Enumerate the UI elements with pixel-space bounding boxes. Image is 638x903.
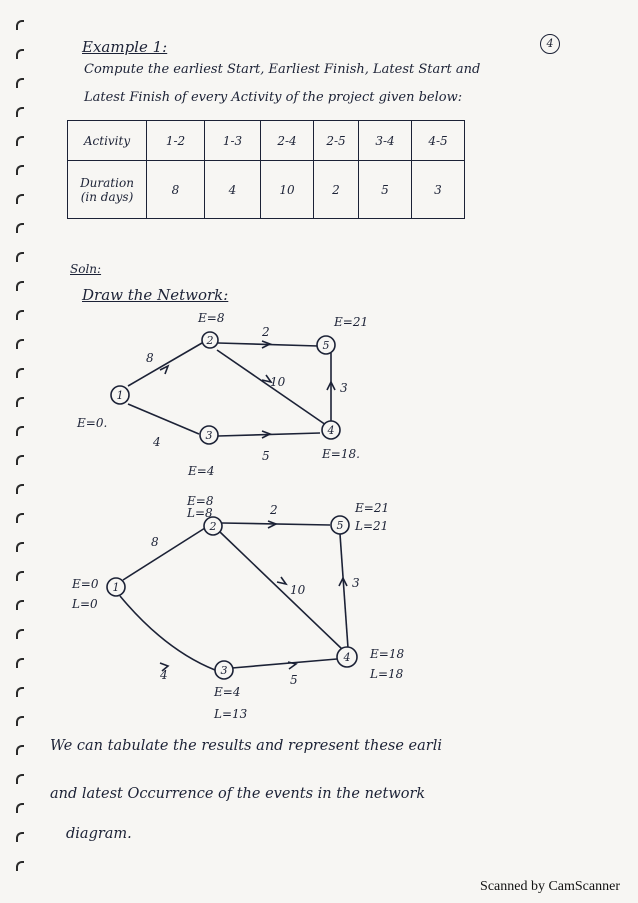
activity-cell: 4-5 (412, 121, 465, 161)
edge-1-2 (128, 343, 202, 386)
edge-4-5 (340, 534, 348, 648)
node-1-earliest: E=0 (72, 577, 99, 591)
activity-cell: 2-4 (261, 121, 314, 161)
edge-1-3 (120, 596, 215, 670)
node-5-label: 5 (322, 339, 330, 352)
node-4-label: 4 (327, 424, 335, 437)
closing-line-2: and latest Occurrence of the events in the network (50, 786, 426, 802)
node-3-earliest: E=4 (214, 685, 241, 699)
activity-cell: 1-2 (147, 121, 205, 161)
edge-3-4-duration: 5 (262, 449, 270, 463)
activity-cell: 2-5 (314, 121, 359, 161)
node-4-label: 4 (343, 651, 351, 664)
network-diagram-1 (0, 300, 638, 490)
arrowhead-icon (277, 577, 286, 584)
question-line-2: Latest Finish of every Activity of the project given below: (84, 90, 463, 105)
node-5-latest: L=21 (355, 519, 389, 533)
edge-1-3-duration: 4 (160, 668, 168, 682)
duration-cell: 3 (412, 161, 465, 219)
node-2-earliest: E=8 (198, 311, 225, 325)
edge-3-4-duration: 5 (290, 673, 298, 687)
node-5-earliest: E=21 (334, 315, 369, 329)
activity-cell: 3-4 (359, 121, 412, 161)
node-2-label: 2 (206, 334, 214, 347)
duration-cell: 8 (147, 161, 205, 219)
node-3-label: 3 (220, 664, 228, 677)
node-1-label: 1 (112, 581, 120, 594)
arrowhead-icon (288, 662, 296, 669)
edge-2-5-duration: 2 (262, 325, 270, 339)
edge-1-3 (128, 404, 199, 434)
page-number-badge: 4 (540, 34, 560, 54)
node-1-label: 1 (116, 389, 124, 402)
edge-1-2-duration: 8 (151, 535, 159, 549)
duration-label: Duration (80, 175, 134, 190)
edge-2-5-duration: 2 (270, 503, 278, 517)
edge-4-5-duration: 3 (340, 381, 348, 395)
closing-line-1: We can tabulate the results and represent these earli (50, 738, 442, 754)
solution-heading: Draw the Network: (82, 286, 229, 304)
edge-2-4 (220, 532, 343, 650)
node-4-latest: L=18 (370, 667, 404, 681)
example-title: Example 1: (82, 38, 168, 56)
closing-line-3: diagram. (66, 826, 132, 842)
node-4-earliest: E=18. (322, 447, 360, 461)
node-3-latest: L=13 (214, 707, 248, 721)
node-3-label: 3 (205, 429, 213, 442)
node-2-latest: L=8 (187, 506, 213, 520)
edge-2-4-duration: 10 (270, 375, 286, 389)
scanner-watermark: Scanned by CamScanner (480, 879, 620, 894)
duration-cell: 4 (205, 161, 261, 219)
duration-cell: 5 (359, 161, 412, 219)
duration-unit-label: (in days) (80, 189, 134, 204)
edge-1-2-duration: 8 (146, 351, 154, 365)
node-4-earliest: E=18 (370, 647, 405, 661)
duration-row-label (68, 161, 147, 219)
duration-cell: 2 (314, 161, 359, 219)
node-1-earliest: E=0. (77, 416, 108, 430)
activity-cell: 1-3 (205, 121, 261, 161)
edge-2-4-duration: 10 (290, 583, 306, 597)
question-line-1: Compute the earliest Start, Earliest Finish, Latest Start and (84, 62, 481, 77)
duration-cell: 10 (261, 161, 314, 219)
node-5-earliest: E=21 (355, 501, 390, 515)
edge-1-3-duration: 4 (153, 435, 161, 449)
node-5-label: 5 (336, 519, 344, 532)
edge-3-4 (232, 659, 337, 668)
activity-row-label: Activity (68, 121, 147, 161)
edge-4-5-duration: 3 (352, 576, 360, 590)
node-2-label: 2 (209, 520, 217, 533)
node-3-earliest: E=4 (188, 464, 215, 478)
solution-label: Soln: (70, 262, 102, 276)
node-2-earliest: E=8 (187, 494, 214, 508)
network-diagram-2 (0, 490, 638, 730)
edge-1-2 (123, 528, 205, 580)
activity-duration-table (67, 120, 465, 219)
node-1-latest: L=0 (72, 597, 98, 611)
